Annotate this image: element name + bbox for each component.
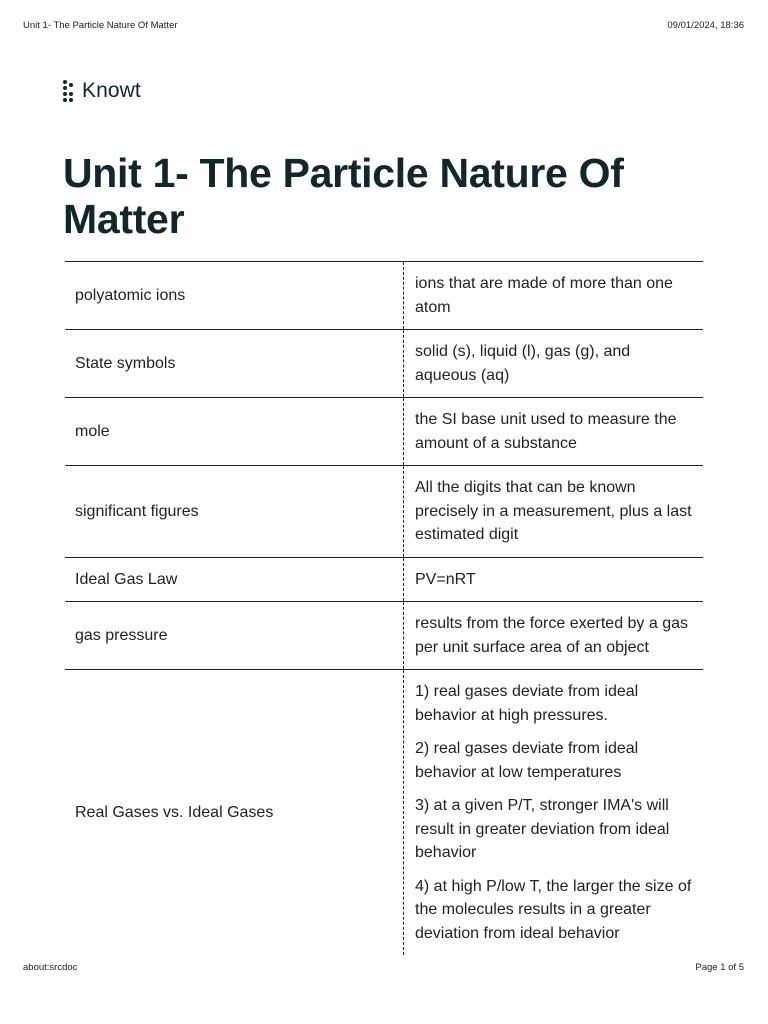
definition-paragraph: the SI base unit used to measure the amount of a substance: [415, 411, 677, 452]
knowt-logo[interactable]: [63, 79, 141, 103]
definition-paragraph: solid (s), liquid (l), gas (g), and aqueous (aq): [415, 343, 631, 384]
definition-paragraph: 4) at high P/low T, the larger the size of the molecules results in a greater deviation from ideal behavior: [415, 877, 692, 942]
logo-text: Knowt: [82, 79, 141, 102]
page-title: Unit 1- The Particle Nature Of Matter: [63, 150, 624, 242]
flashcard-term: polyatomic ions: [65, 262, 404, 330]
definition-paragraph: 3) at a given P/T, stronger IMA's will result in greater deviation from ideal behavior: [415, 797, 670, 861]
print-header-title: Unit 1- The Particle Nature Of Matter: [23, 20, 178, 31]
definition-paragraph: ions that are made of more than one atom: [415, 275, 673, 316]
flashcard-term: Ideal Gas Law: [65, 557, 404, 602]
flashcard-row: [65, 557, 703, 602]
flashcard-term: significant figures: [65, 466, 404, 558]
flashcard-definition: [404, 557, 704, 602]
definition-paragraph: 1) real gases deviate from ideal behavior at high pressures.: [415, 683, 639, 724]
flashcard-row: [65, 670, 703, 956]
flashcard-row: [65, 262, 703, 330]
flashcard-term: gas pressure: [65, 602, 404, 670]
flashcard-definition: [404, 670, 704, 956]
definition-paragraph: PV=nRT: [415, 570, 476, 588]
print-footer-page: Page 1 of 5: [695, 962, 744, 973]
definition-paragraph: results from the force exerted by a gas per unit surface area of an object: [415, 615, 689, 656]
flashcard-row: [65, 602, 703, 670]
flashcard-definition: [404, 262, 704, 330]
flashcard-row: [65, 330, 703, 398]
print-footer: [23, 962, 744, 973]
flashcard-term: State symbols: [65, 330, 404, 398]
knowt-dots-icon: [63, 80, 75, 102]
flashcard-term: Real Gases vs. Ideal Gases: [65, 670, 404, 956]
flashcard-term: mole: [65, 398, 404, 466]
flashcard-definition: [404, 466, 704, 558]
definition-paragraph: 2) real gases deviate from ideal behavior at low temperatures: [415, 740, 639, 781]
flashcard-row: [65, 466, 703, 558]
flashcard-definition: [404, 398, 704, 466]
definition-paragraph: All the digits that can be known precisely in a measurement, plus a last estimated digit: [415, 479, 692, 543]
print-header: [23, 20, 744, 31]
flashcard-table: [65, 261, 703, 955]
flashcard-definition: [404, 330, 704, 398]
flashcard-row: [65, 398, 703, 466]
print-footer-url: about:srcdoc: [23, 962, 78, 973]
print-header-datetime: 09/01/2024, 18:36: [667, 20, 744, 31]
flashcard-definition: [404, 602, 704, 670]
